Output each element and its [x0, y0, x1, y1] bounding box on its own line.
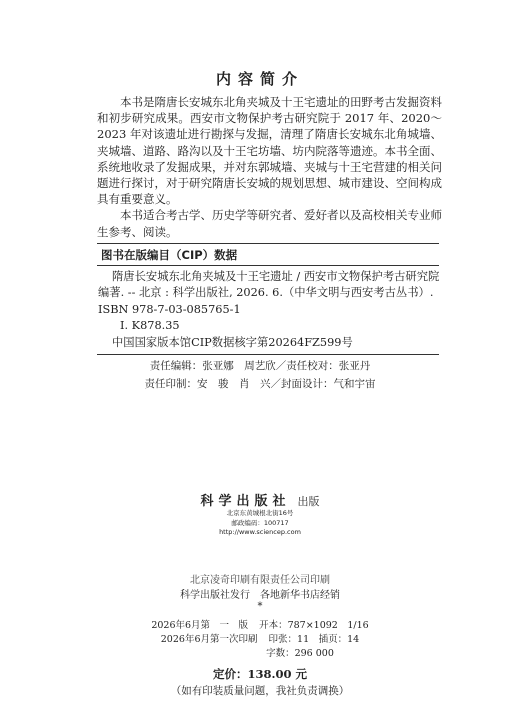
- printing-date: 2026年6月第一次印刷: [160, 634, 258, 645]
- publisher-name: 科学出版社: [200, 494, 291, 509]
- publisher-suffix: 出版: [297, 495, 320, 508]
- separator-star: *: [257, 601, 263, 612]
- publisher-postcode: 邮政编码：100717: [231, 519, 289, 527]
- cip-record-number: 中国国家版本馆CIP数据核字第20264FZ599号: [112, 335, 353, 349]
- cip-isbn: ISBN 978-7-03-085765-1: [98, 302, 241, 316]
- distribution-line: 科学出版社发行 各地新华书店经销: [180, 590, 340, 601]
- printing-credits: 责任印制：安 骏 肖 兴／封面设计：气和宇宙: [144, 378, 376, 390]
- cip-title-line: 隋唐长安城东北角夹城及十王宅遗址 / 西安市文物保护考古研究院: [112, 270, 440, 283]
- summary-text: [97, 94, 442, 240]
- cip-block: [98, 269, 442, 351]
- cip-heading-rule: [97, 265, 439, 266]
- price: 定价：138.00 元: [212, 667, 307, 681]
- cip-classification: Ⅰ. K878.35: [120, 319, 180, 333]
- book-format: 开本：787×1092 1/16: [259, 620, 369, 631]
- cip-bottom-rule: [97, 354, 439, 355]
- publisher-website: http://www.sciencep.com: [219, 528, 301, 536]
- edition-specs: [0, 617, 520, 631]
- summary-paragraph-1: 本书是隋唐长安城东北角夹城及十王宅遗址的田野考古发掘资料和初步研究成果。西安市文物保护考古研究院于 2017 年、2020～2023 年对该遗址进行勘探与发掘，清理了隋唐长安城东北角城墙、夹城墙、道路、路沟以及十王宅坊墙、坊内院落等遗迹。本书全面、系统地收录了发掘成果，并对东郭城墙、夹城与十王宅营建的相关问题进行探讨，对于研究隋唐长安城的规划思想、城市建设、空间构成具有重要意义。: [97, 95, 442, 207]
- publisher-address: 北京东黄城根北街16号: [226, 509, 294, 517]
- quality-notice: （如有印装质量问题，我社负责调换）: [170, 685, 350, 697]
- word-count: 字数：296 000: [266, 648, 334, 659]
- edition-date: 2026年6月第 一 版: [151, 620, 249, 631]
- cip-publication-line: 编著. -- 北京 : 科学出版社, 2026. 6.（中华文明与西安考古丛书）.: [98, 286, 434, 300]
- summary-title: 内容简介: [215, 70, 304, 88]
- cip-heading: 图书在版编目（CIP）数据: [101, 248, 238, 262]
- print-sheets: 印张：11 插页：14: [268, 634, 360, 645]
- cip-top-rule: [97, 243, 439, 244]
- printing-specs: [0, 631, 520, 645]
- printer-line: 北京凌奇印刷有限责任公司印刷: [190, 575, 330, 586]
- publisher-line: [0, 490, 520, 509]
- summary-paragraph-2: 本书适合考古学、历史学等研究者、爱好者以及高校相关专业师生参考、阅读。: [97, 208, 442, 239]
- editor-credits: 责任编辑：张亚娜 周艺欣／责任校对：张亚丹: [149, 360, 371, 372]
